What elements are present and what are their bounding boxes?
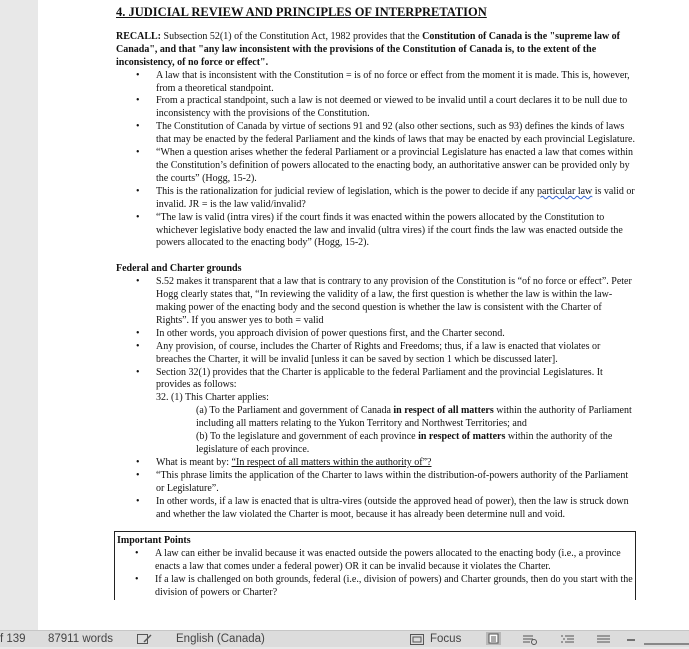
language-indicator[interactable]: English (Canada) bbox=[176, 633, 265, 645]
clause-bold: in respect of matters bbox=[418, 431, 506, 443]
list-item bbox=[116, 186, 636, 212]
status-bar bbox=[0, 630, 689, 647]
list-item: • “This phrase limits the application of the Charter to laws within the distribution-of-powers authority of the Parliament or Legislature”. bbox=[116, 470, 636, 496]
important-points-title: Important Points bbox=[117, 535, 191, 547]
list-item: • In other words, you approach division of power questions first, and the Charter second. bbox=[116, 328, 636, 341]
list-item: • “When a question arises whether the federal Parliament or a provincial Legislature has enacted a law that comes within the Constitution’s definition of powers allocated to the enacting body, an authoritative answer can be provided only by the courts” (Hogg, 15-2). bbox=[116, 147, 636, 186]
list-item: • Any provision, of course, includes the Charter of Rights and Freedoms; thus, if a law is enacted that violates or breaches the Charter, it will be invalid [unless it can be saved by section 1 which be discussed later]. bbox=[116, 341, 636, 367]
list-item: • In other words, if a law is enacted that is ultra-vires (outside the approved head of power), then the law is struck down and whether the law violated the Charter is moot, because it has already been determine null and void. bbox=[116, 496, 636, 522]
clause-bold: in respect of all matters bbox=[393, 405, 494, 417]
clause-text: (a) To the Parliament and government of Canada bbox=[196, 405, 394, 417]
federal-bullet-list-2 bbox=[116, 457, 636, 522]
federal-section-title: Federal and Charter grounds bbox=[116, 263, 242, 275]
charter-s32-a bbox=[116, 405, 636, 431]
charter-s32-b bbox=[116, 431, 636, 457]
important-points-box bbox=[114, 531, 636, 600]
list-item: • From a practical standpoint, such a law is not deemed or viewed to be invalid until a court declares it to be null due to inconsistency with the provisions of the Constitution. bbox=[116, 95, 636, 121]
federal-bullet-list bbox=[116, 276, 636, 392]
clause-text: (b) To the legislature and government of each province bbox=[196, 431, 419, 443]
list-item-text: This is the rationalization for judicial review of legislation, which is the power to decide if any bbox=[156, 185, 538, 197]
list-item bbox=[116, 457, 636, 470]
document-body bbox=[116, 6, 636, 600]
list-item: • A law that is inconsistent with the Constitution = is of no force or effect from the moment it is made. This is, however, from a theoretical standpoint. bbox=[116, 70, 636, 96]
list-item-text: What is meant by: bbox=[156, 456, 232, 468]
section-heading: 4. JUDICIAL REVIEW AND PRINCIPLES OF INTERPRETATION bbox=[116, 5, 487, 19]
word-count[interactable]: 87911 words bbox=[48, 633, 113, 645]
document-page bbox=[38, 0, 689, 630]
list-item: • “The law is valid (intra vires) if the court finds it was enacted within the powers allocated by the Constitution to whichever legislative body enacted the law and invalid (ultra vires) if the court finds the law was enacted outside the powers allocated to the enacting body” (Hogg, 15-2). bbox=[116, 212, 636, 251]
recall-bullet-list bbox=[116, 70, 636, 251]
zoom-slider[interactable] bbox=[644, 637, 689, 649]
recall-bold-text: Constitution of Canada is the "supreme law of Canada", and that "any law inconsistent with the provisions of the Constitution of Canada is, to the extent of the inconsistency, of no force or effect". bbox=[116, 30, 620, 68]
clause-text: within the authority of Parliament including all matters relating to the Yukon Territory and Northwest Territories; and bbox=[196, 405, 632, 430]
clause-text: within the authority of the legislature of each province. bbox=[196, 431, 613, 455]
list-item: • Section 32(1) provides that the Charter is applicable to the federal Parliament and the provincial Legislatures. It provides as follows: bbox=[116, 367, 636, 393]
important-bullet-list bbox=[115, 548, 635, 600]
page-count[interactable]: f 139 bbox=[0, 633, 26, 645]
focus-button[interactable]: Focus bbox=[430, 633, 462, 645]
spelling-flag[interactable]: particular law bbox=[537, 185, 593, 197]
list-item-text: is valid or invalid. JR = is the law valid/invalid? bbox=[156, 185, 635, 210]
list-item: • The Constitution of Canada by virtue of sections 91 and 92 (also other sections, such as 93) defines the kinds of laws that may be enacted by the federal Parliament and the kinds of laws that may be enacted by each provincial Legislature. bbox=[116, 121, 636, 147]
list-item: • If a law is challenged on both grounds, federal (i.e., division of powers) and Charter grounds, then do you start with the division of powers or Charter? bbox=[115, 574, 635, 600]
recall-paragraph bbox=[116, 31, 636, 70]
list-item: • S.52 makes it transparent that a law that is contrary to any provision of the Constitution is “of no force or effect”. Peter Hogg clearly states that, “In reviewing the validity of a law, the first question is whether the law is within the law-making power of the enacting body and the second question is whether the law is consistent with the Charter of Rights”. If you answer yes to both = valid bbox=[116, 276, 636, 328]
list-item: • A law can either be invalid because it was enacted outside the powers allocated to the enacting body (i.e., a province enacts a law that comes under a federal power) OR it can be invalid because it violates the Charter. bbox=[115, 548, 635, 574]
underlined-phrase: “In respect of all matters within the authority of”? bbox=[231, 456, 432, 468]
recall-label: RECALL: bbox=[116, 30, 162, 42]
charter-s32-line: 32. (1) This Charter applies: bbox=[156, 392, 269, 404]
recall-text: Subsection 52(1) of the Constitution Act, 1982 provides that the bbox=[161, 30, 423, 42]
